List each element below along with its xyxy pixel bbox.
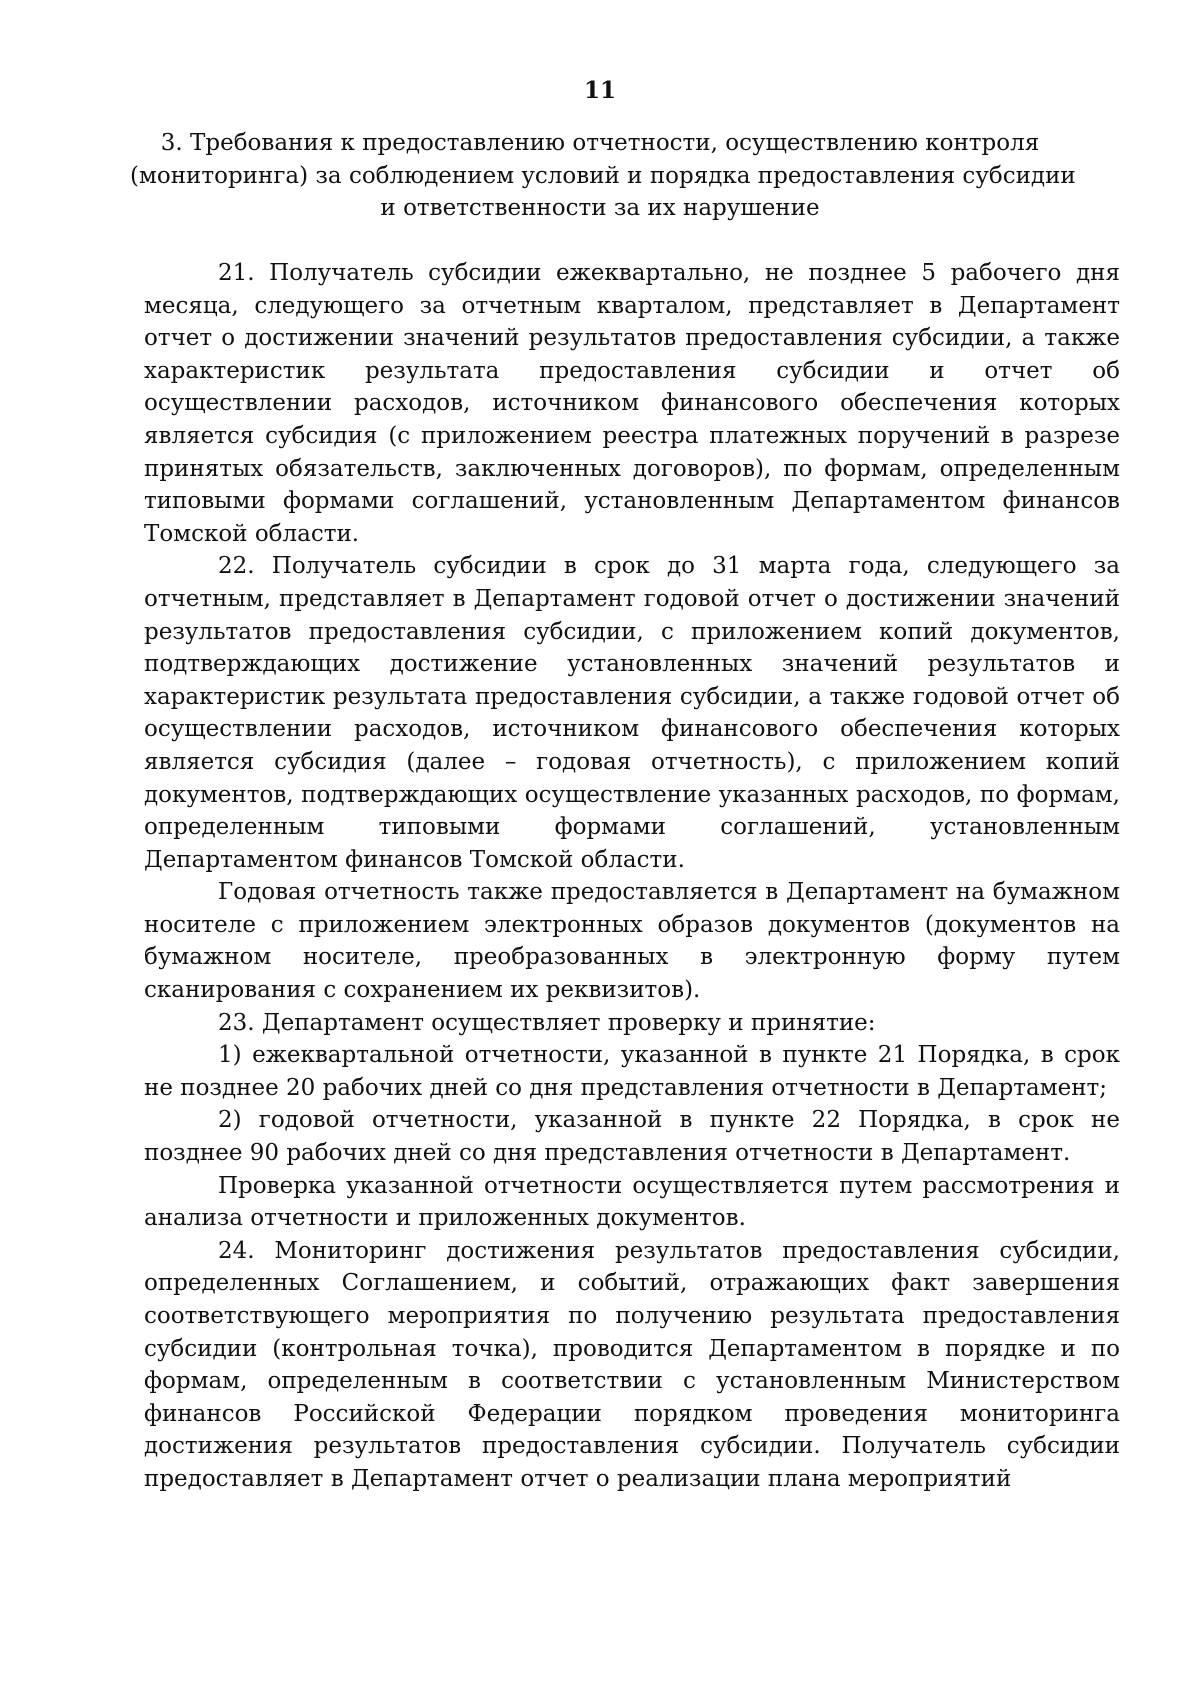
- section-heading-line-3: и ответственности за их нарушение: [380, 195, 820, 221]
- section-heading-line-1: 3. Требования к предоставлению отчетности, осуществлению контроля: [160, 130, 1040, 156]
- paragraph-verification: Проверка указанной отчетности осуществляется путем рассмотрения и анализа отчетности и приложенных документов.: [144, 1172, 1120, 1232]
- section-heading: [130, 127, 1076, 225]
- paragraph-23-item-2: 2) годовой отчетности, указанной в пункте 22 Порядка, в срок не позднее 90 рабочих дней со дня представления отчетности в Департамент.: [144, 1107, 1120, 1167]
- section-heading-line-2: (мониторинга) за соблюдением условий и порядка предоставления субсидии: [130, 162, 1076, 189]
- paragraph-24: 24. Мониторинг достижения результатов предоставления субсидии, определенных Соглашением, и событий, отражающих факт завершения соответствующего мероприятия по получению результата предоставления субсидии (контрольная точка), проводится Департаментом в порядке и по формам, определенным в соответствии с установленным Министерством финансов Российской Федерации порядком проведения мониторинга достижения результатов предоставления субсидии. Получатель субсидии предоставляет в Департамент отчет о реализации плана мероприятий: [144, 1237, 1120, 1492]
- paragraph-22: 22. Получатель субсидии в срок до 31 марта года, следующего за отчетным, представляет в Департамент годовой отчет о достижении значений результатов предоставления субсидии, с приложением копий документов, подтверждающих достижение установленных значений результатов и характеристик результата предоставления субсидии, а также годовой отчет об осуществлении расходов, источником финансового обеспечения которых является субсидия (далее – годовая отчетность), с приложением копий документов, подтверждающих осуществление указанных расходов, по формам, определенным типовыми формами соглашений, установленным Департаментом финансов Томской области.: [144, 553, 1120, 873]
- document-body: [144, 257, 1120, 1496]
- paragraph-21: 21. Получатель субсидии ежеквартально, не позднее 5 рабочего дня месяца, следующего за отчетным кварталом, представляет в Департамент отчет о достижении значений результатов предоставления субсидии, а также характеристик результата предоставления субсидии и отчет об осуществлении расходов, источником финансового обеспечения которых является субсидия (с приложением реестра платежных поручений в разрезе принятых обязательств, заключенных договоров), по формам, определенным типовыми формами соглашений, установленным Департаментом финансов Томской области.: [144, 260, 1120, 547]
- paragraph-annual-paper-report: Годовая отчетность также предоставляется в Департамент на бумажном носителе с приложением электронных образов документов (документов на бумажном носителе, преобразованных в электронную форму путем сканирования с сохранением их реквизитов).: [144, 879, 1120, 1004]
- page-number: 11: [583, 77, 616, 104]
- paragraph-23: 23. Департамент осуществляет проверку и принятие:: [218, 1009, 876, 1036]
- paragraph-23-item-1: 1) ежеквартальной отчетности, указанной в пункте 21 Порядка, в срок не позднее 20 рабочих дней со дня представления отчетности в Департамент;: [144, 1042, 1120, 1101]
